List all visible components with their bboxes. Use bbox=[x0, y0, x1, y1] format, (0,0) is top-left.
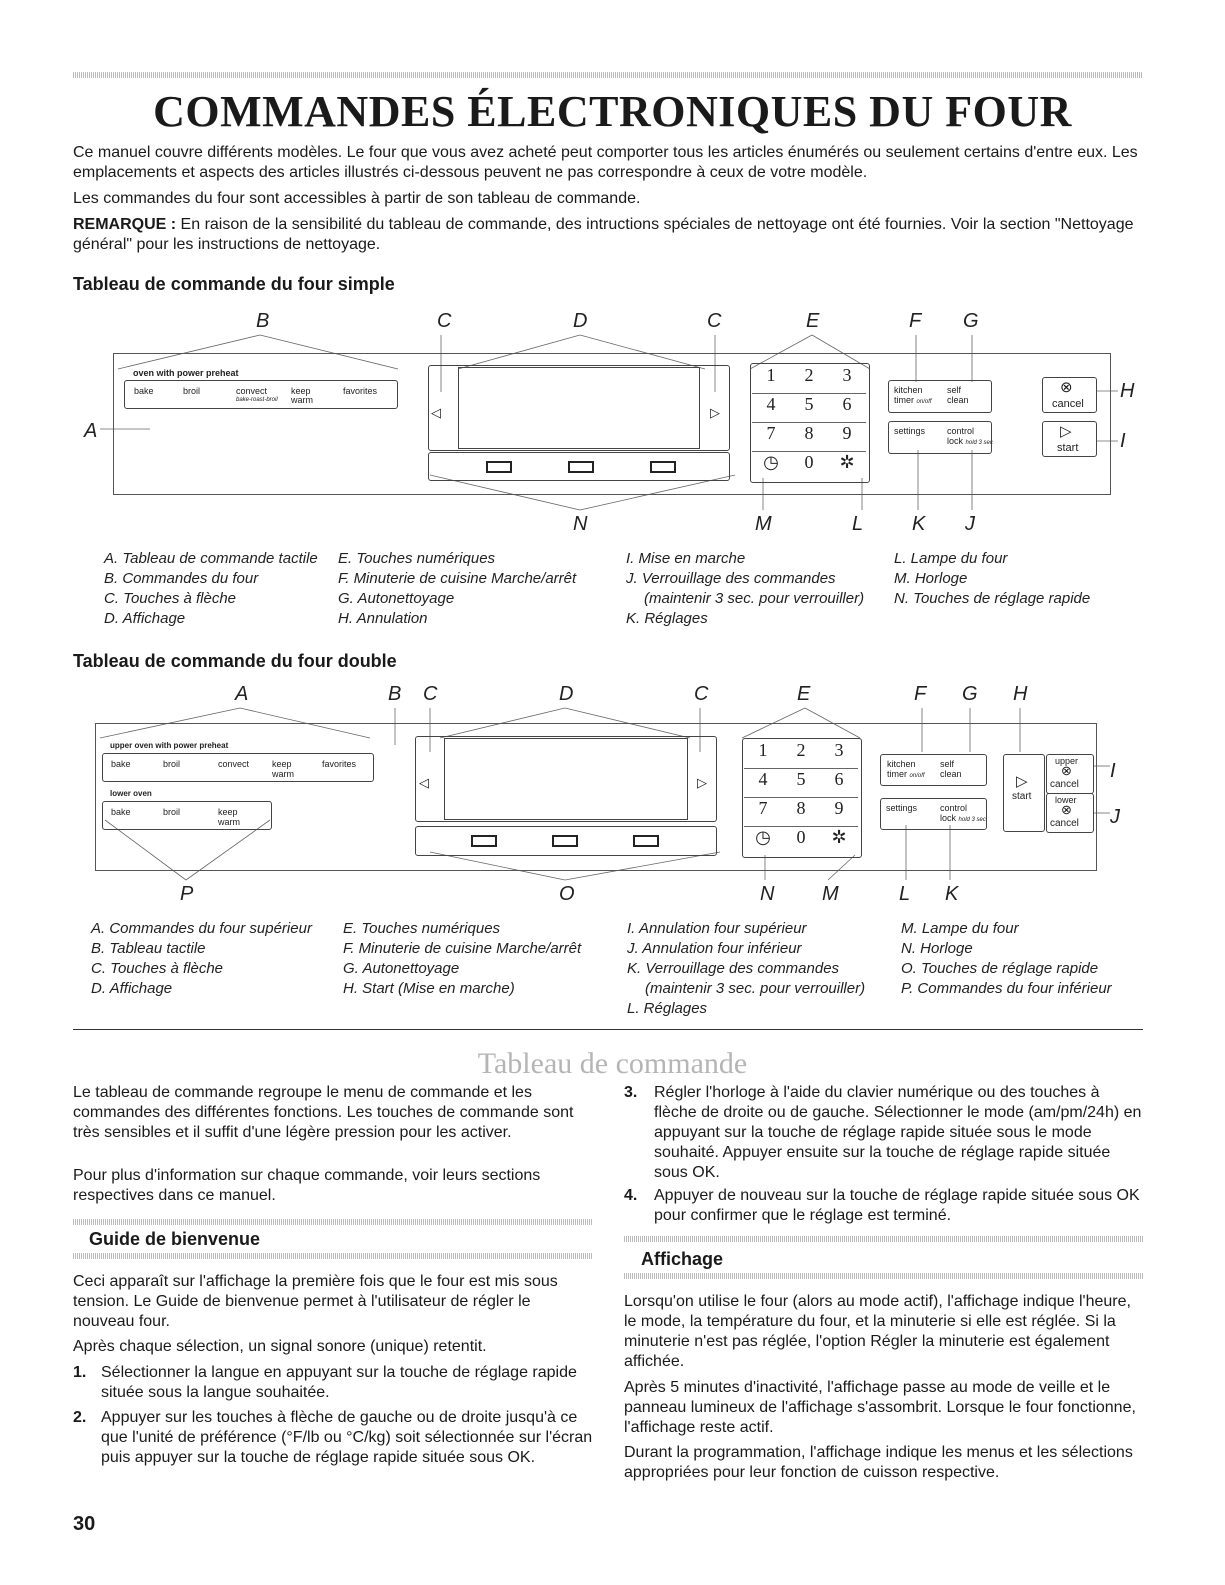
settings-key[interactable]: settings bbox=[886, 803, 918, 813]
legend-item: G. Autonettoyage bbox=[338, 590, 455, 607]
self-label: self bbox=[940, 759, 955, 769]
intro-paragraph-1: Ce manuel couvre différents modèles. Le four que vous avez acheté peut comporter tous les articles énumérés ou seulement certains d'entre eux. Les emplacements et aspects des articles illustrés ci-dessous peuvent ne pas correspondre à ceux de votre modèle. bbox=[73, 144, 1138, 181]
label-I: I bbox=[1110, 760, 1116, 782]
key-1[interactable]: 1 bbox=[758, 740, 768, 760]
label-A: A bbox=[84, 420, 98, 442]
label-M: M bbox=[755, 513, 772, 535]
keypad-row bbox=[744, 798, 858, 827]
step-text: Appuyer sur les touches à flèche de gauche ou de droite jusqu'à ce que l'unité de préférence (°F/lb ou °C/kg) soit sélectionnée sur l'écran puis appuyer sur la touche de réglage rapide située sous OK. bbox=[101, 1409, 593, 1466]
label-B: B bbox=[388, 683, 402, 705]
page-number: 30 bbox=[73, 1513, 96, 1535]
step-number: 2. bbox=[73, 1409, 87, 1426]
label-B: B bbox=[256, 310, 270, 332]
key-7[interactable]: 7 bbox=[758, 798, 768, 818]
lower-keep-warm-key[interactable] bbox=[218, 807, 240, 827]
step-number: 4. bbox=[624, 1187, 638, 1204]
clock-icon[interactable]: ◷ bbox=[755, 827, 771, 847]
label-N: N bbox=[573, 513, 588, 535]
step-4 bbox=[624, 1186, 1144, 1226]
key-9[interactable]: 9 bbox=[834, 798, 844, 818]
label-E: E bbox=[806, 310, 820, 332]
intro-paragraph-2: Les commandes du four sont accessibles à partir de son tableau de commande. bbox=[73, 190, 641, 207]
legend-item: B. Commandes du four bbox=[104, 570, 259, 587]
key-4[interactable]: 4 bbox=[766, 394, 776, 414]
label-F: F bbox=[909, 310, 922, 332]
upper-label: upper bbox=[1055, 756, 1079, 766]
keypad-row bbox=[744, 827, 858, 855]
label-M: M bbox=[822, 883, 839, 905]
keypad-row bbox=[752, 423, 866, 452]
start-label: start bbox=[1012, 791, 1032, 802]
double-display-screen bbox=[444, 738, 688, 820]
start-icon: ▷ bbox=[1060, 423, 1072, 440]
onoff-label: on/off bbox=[909, 773, 925, 779]
broil-key[interactable]: broil bbox=[183, 386, 201, 396]
double-legend-col-2 bbox=[343, 919, 581, 999]
label-E: E bbox=[797, 683, 811, 705]
keypad-row bbox=[752, 365, 866, 394]
legend-item: A. Commandes du four supérieur bbox=[91, 920, 312, 937]
key-5[interactable]: 5 bbox=[804, 394, 814, 414]
quick-set-key[interactable] bbox=[552, 835, 578, 847]
keypad-row bbox=[744, 769, 858, 798]
keep-label: keep bbox=[272, 759, 292, 769]
legend-item: M. Lampe du four bbox=[901, 920, 1019, 937]
legend-item: C. Touches à flèche bbox=[104, 590, 237, 607]
key-9[interactable]: 9 bbox=[842, 423, 852, 443]
clock-icon[interactable]: ◷ bbox=[763, 452, 779, 472]
label-I: I bbox=[1120, 430, 1126, 452]
single-mode-title: oven with power preheat bbox=[133, 368, 239, 378]
note-text: En raison de la sensibilité du tableau de commande, des intructions spéciales de nettoyage ont été fournies. Voir la section "Nettoyage général" pour les instructions de nettoyage. bbox=[73, 216, 1134, 253]
legend-item: P. Commandes du four inférieur bbox=[901, 980, 1112, 997]
step-number: 3. bbox=[624, 1084, 638, 1101]
start-label: start bbox=[1057, 442, 1079, 454]
kitchen-timer-key[interactable] bbox=[887, 759, 925, 781]
key-7[interactable]: 7 bbox=[766, 423, 776, 443]
label-L: L bbox=[852, 513, 864, 535]
upper-broil-key[interactable]: broil bbox=[163, 759, 181, 769]
single-legend-col-2 bbox=[338, 549, 576, 629]
upper-bake-key[interactable]: bake bbox=[111, 759, 131, 769]
cancel-label: cancel bbox=[1050, 818, 1079, 829]
legend-item: I. Mise en marche bbox=[626, 550, 746, 567]
convect-sub: bake-roast-broil bbox=[236, 397, 278, 403]
lower-label: lower bbox=[1055, 795, 1077, 805]
key-5[interactable]: 5 bbox=[796, 769, 806, 789]
label-G: G bbox=[962, 683, 978, 705]
clean-label: clean bbox=[947, 395, 969, 405]
self-clean-key[interactable] bbox=[940, 759, 962, 779]
convect-key[interactable]: convect bbox=[236, 386, 268, 396]
upper-oven-title: upper oven with power preheat bbox=[110, 741, 229, 750]
legend-item: M. Horloge bbox=[894, 570, 968, 587]
legend-item: E. Touches numériques bbox=[338, 550, 496, 567]
legend-item: J. Annulation four inférieur bbox=[627, 940, 802, 957]
guide-rule-bottom bbox=[73, 1253, 593, 1259]
legend-item: D. Affichage bbox=[91, 980, 173, 997]
keep-warm-key[interactable]: keep bbox=[291, 386, 311, 396]
left-arrow-icon[interactable]: ◁ bbox=[419, 775, 429, 790]
lower-broil-key[interactable]: broil bbox=[163, 807, 181, 817]
key-3[interactable]: 3 bbox=[842, 365, 852, 385]
section-left-paragraph-1: Le tableau de commande regroupe le menu de commande et les commandes des différentes fonctions. Les touches de commande sont très sensibles et il suffit d'une légère pression pour les activer. bbox=[73, 1084, 574, 1141]
control-lock-key[interactable] bbox=[947, 426, 993, 448]
hold-label: hold 3 sec bbox=[965, 440, 993, 446]
legend-item: E. Touches numériques bbox=[343, 920, 501, 937]
key-3[interactable]: 3 bbox=[834, 740, 844, 760]
section-divider bbox=[73, 1029, 1143, 1030]
lock-label: lock bbox=[947, 436, 964, 446]
section-title: Tableau de commande bbox=[477, 1047, 748, 1080]
note-label: REMARQUE : bbox=[73, 216, 177, 233]
step-1 bbox=[73, 1363, 593, 1403]
label-F: F bbox=[914, 683, 927, 705]
label-C: C bbox=[707, 310, 722, 332]
legend-item: D. Affichage bbox=[104, 610, 186, 627]
timer-label: timer bbox=[887, 769, 907, 779]
label-N: N bbox=[760, 883, 775, 905]
single-legend-col-3 bbox=[626, 549, 864, 629]
upper-keep-warm-key[interactable] bbox=[272, 759, 294, 779]
legend-item: G. Autonettoyage bbox=[343, 960, 460, 977]
oven-light-icon[interactable]: ✲ bbox=[831, 827, 847, 847]
step-2 bbox=[73, 1408, 593, 1468]
affichage-paragraph-2: Après 5 minutes d'inactivité, l'affichage passe au mode de veille et le panneau lumineux de l'affichage s'assombrit. Lorsque le four fonctionne, l'affichage reste actif. bbox=[624, 1379, 1136, 1436]
label-D: D bbox=[559, 683, 574, 705]
label-C: C bbox=[423, 683, 438, 705]
keypad-row bbox=[752, 452, 866, 480]
single-keypad-grid bbox=[752, 365, 866, 480]
quick-set-key[interactable] bbox=[568, 461, 594, 473]
cancel-label: cancel bbox=[1050, 779, 1079, 790]
key-4[interactable]: 4 bbox=[758, 769, 768, 789]
legend-item: A. Tableau de commande tactile bbox=[104, 550, 318, 567]
step-number: 1. bbox=[73, 1364, 87, 1381]
self-clean-key[interactable] bbox=[947, 385, 969, 405]
step-text: Appuyer de nouveau sur la touche de réglage rapide située sous OK pour confirmer que le réglage est terminé. bbox=[654, 1187, 1140, 1224]
legend-item: J. Verrouillage des commandes bbox=[626, 570, 836, 587]
label-O: O bbox=[559, 883, 575, 905]
control-label: control bbox=[947, 426, 975, 436]
right-arrow-icon[interactable]: ▷ bbox=[710, 405, 720, 420]
cancel-icon: ⊗ bbox=[1060, 379, 1073, 396]
key-0[interactable]: 0 bbox=[804, 452, 814, 472]
lock-label: lock bbox=[940, 813, 957, 823]
kitchen-timer-key[interactable] bbox=[894, 385, 932, 407]
label-K: K bbox=[945, 883, 959, 905]
keep-label: keep bbox=[218, 807, 238, 817]
double-legend-col-3 bbox=[627, 919, 865, 1019]
key-8[interactable]: 8 bbox=[796, 798, 806, 818]
step-text: Sélectionner la langue en appuyant sur la touche de réglage rapide située sous la langue souhaitée. bbox=[101, 1364, 577, 1401]
cancel-icon: ⊗ bbox=[1061, 802, 1072, 817]
clean-label: clean bbox=[940, 769, 962, 779]
key-8[interactable]: 8 bbox=[804, 423, 814, 443]
label-A: A bbox=[235, 683, 249, 705]
label-H: H bbox=[1120, 380, 1135, 402]
upper-convect-key[interactable]: convect bbox=[218, 759, 250, 769]
control-label: control bbox=[940, 803, 968, 813]
legend-item: (maintenir 3 sec. pour verrouiller) bbox=[644, 590, 865, 607]
key-1[interactable]: 1 bbox=[766, 365, 776, 385]
quick-set-key[interactable] bbox=[471, 835, 497, 847]
key-0[interactable]: 0 bbox=[796, 827, 806, 847]
keypad-row bbox=[744, 740, 858, 769]
single-legend-col-1 bbox=[104, 549, 318, 629]
label-P: P bbox=[180, 883, 194, 905]
keep-warm-sub: warm bbox=[291, 395, 313, 405]
label-C: C bbox=[437, 310, 452, 332]
legend-item: C. Touches à flèche bbox=[91, 960, 224, 977]
legend-item: N. Horloge bbox=[901, 940, 973, 957]
legend-item: K. Réglages bbox=[626, 610, 708, 627]
key-2[interactable]: 2 bbox=[796, 740, 806, 760]
legend-item: H. Annulation bbox=[338, 610, 428, 627]
step-3 bbox=[624, 1083, 1144, 1183]
label-H: H bbox=[1013, 683, 1028, 705]
control-lock-key[interactable] bbox=[940, 803, 986, 825]
legend-item: B. Tableau tactile bbox=[91, 940, 206, 957]
favorites-key[interactable]: favorites bbox=[343, 386, 378, 396]
left-arrow-icon[interactable]: ◁ bbox=[431, 405, 441, 420]
onoff-label: on/off bbox=[916, 399, 932, 405]
upper-favorites-key[interactable]: favorites bbox=[322, 759, 357, 769]
timer-label: timer bbox=[894, 395, 914, 405]
oven-light-icon[interactable]: ✲ bbox=[839, 452, 855, 472]
quick-set-key[interactable] bbox=[633, 835, 659, 847]
legend-item: K. Verrouillage des commandes bbox=[627, 960, 840, 977]
hold-label: hold 3 sec bbox=[958, 817, 986, 823]
cancel-label: cancel bbox=[1052, 398, 1084, 410]
guide-paragraph-1: Ceci apparaît sur l'affichage la première fois que le four est mis sous tension. Le Guide de bienvenue permet à l'utilisateur de régler le nouveau four. bbox=[73, 1273, 558, 1330]
affichage-paragraph-1: Lorsqu'on utilise le four (alors au mode actif), l'affichage indique l'heure, le mode, la température du four, et la minuterie si elle est réglée. Si la minuterie n'est pas réglée, l'option Régler la minuterie est également affichée. bbox=[624, 1293, 1131, 1370]
keypad-row bbox=[752, 394, 866, 423]
label-D: D bbox=[573, 310, 588, 332]
legend-item: O. Touches de réglage rapide bbox=[901, 960, 1099, 977]
key-6[interactable]: 6 bbox=[842, 394, 852, 414]
legend-item: F. Minuterie de cuisine Marche/arrêt bbox=[343, 940, 582, 957]
affichage-rule-bottom bbox=[624, 1273, 1144, 1279]
key-6[interactable]: 6 bbox=[834, 769, 844, 789]
kitchen-label: kitchen bbox=[894, 385, 923, 395]
affichage-rule-top bbox=[624, 1236, 1144, 1242]
warm-label: warm bbox=[218, 817, 240, 827]
double-panel-heading: Tableau de commande du four double bbox=[73, 651, 397, 671]
single-legend-col-4 bbox=[894, 549, 1090, 609]
cancel-icon: ⊗ bbox=[1061, 763, 1072, 778]
label-G: G bbox=[963, 310, 979, 332]
quick-set-key[interactable] bbox=[486, 461, 512, 473]
label-J: J bbox=[1110, 806, 1120, 828]
legend-item: I. Annulation four supérieur bbox=[627, 920, 807, 937]
step-text: Régler l'horloge à l'aide du clavier numérique ou des touches à flèche de droite ou de gauche. Sélectionner le mode (am/pm/24h) en appuyant sur la touche de réglage rapide située sous le mode souhaité. Appuyer ensuite sur la touche de réglage rapide située sous OK. bbox=[654, 1084, 1142, 1181]
legend-item: L. Réglages bbox=[627, 1000, 708, 1017]
affichage-heading: Affichage bbox=[641, 1249, 724, 1269]
guide-paragraph-2: Après chaque sélection, un signal sonore (unique) retentit. bbox=[73, 1338, 487, 1355]
page-title: COMMANDES ÉLECTRONIQUES DU FOUR bbox=[153, 87, 1072, 136]
section-left-paragraph-2: Pour plus d'information sur chaque commande, voir leurs sections respectives dans ce manuel. bbox=[73, 1167, 541, 1204]
legend-item: (maintenir 3 sec. pour verrouiller) bbox=[645, 980, 866, 997]
self-label: self bbox=[947, 385, 962, 395]
label-K: K bbox=[912, 513, 926, 535]
label-J: J bbox=[965, 513, 975, 535]
double-legend-col-1 bbox=[91, 919, 312, 999]
legend-item: N. Touches de réglage rapide bbox=[894, 590, 1091, 607]
kitchen-label: kitchen bbox=[887, 759, 916, 769]
guide-rule-top bbox=[73, 1219, 593, 1225]
quick-set-key[interactable] bbox=[650, 461, 676, 473]
single-panel-heading: Tableau de commande du four simple bbox=[73, 274, 395, 294]
lower-oven-title: lower oven bbox=[110, 789, 152, 798]
single-display-screen bbox=[458, 367, 700, 449]
settings-key[interactable]: settings bbox=[894, 426, 926, 436]
legend-item: F. Minuterie de cuisine Marche/arrêt bbox=[338, 570, 577, 587]
warm-label: warm bbox=[272, 769, 294, 779]
lower-bake-key[interactable]: bake bbox=[111, 807, 131, 817]
label-L: L bbox=[899, 883, 911, 905]
right-arrow-icon[interactable]: ▷ bbox=[697, 775, 707, 790]
legend-item: L. Lampe du four bbox=[894, 550, 1008, 567]
bake-key[interactable]: bake bbox=[134, 386, 154, 396]
double-legend-col-4 bbox=[901, 919, 1112, 999]
double-keypad-grid bbox=[744, 740, 858, 855]
start-icon: ▷ bbox=[1016, 773, 1028, 790]
key-2[interactable]: 2 bbox=[804, 365, 814, 385]
affichage-paragraph-3: Durant la programmation, l'affichage indique les menus et les sélections appropriées pour leur fonction de cuisson respective. bbox=[624, 1444, 1133, 1481]
legend-item: H. Start (Mise en marche) bbox=[343, 980, 515, 997]
label-C: C bbox=[694, 683, 709, 705]
guide-heading: Guide de bienvenue bbox=[89, 1229, 261, 1249]
